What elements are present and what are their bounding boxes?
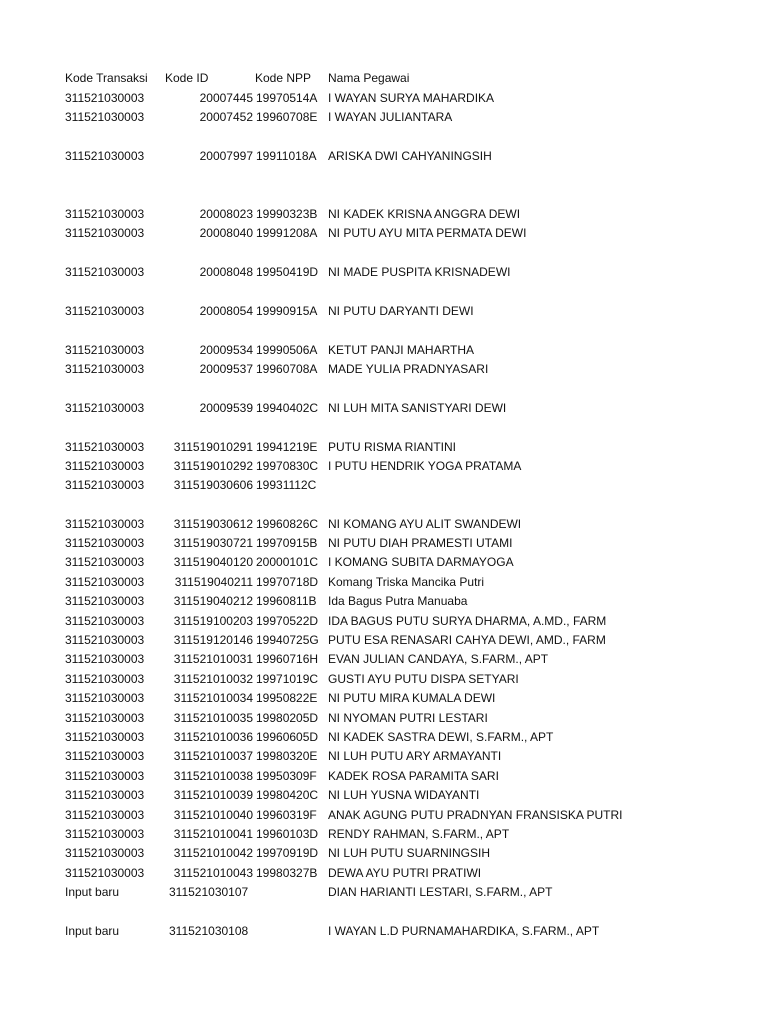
- kode-transaksi-cell: 311521030003: [65, 691, 145, 705]
- kode-transaksi-cell: 311521030003: [65, 846, 145, 860]
- nama-pegawai-cell: GUSTI AYU PUTU DISPA SETYARI: [328, 672, 519, 686]
- table-row: [0, 670, 768, 689]
- table-row: [0, 553, 768, 572]
- header-row: [0, 69, 768, 88]
- kode-transaksi-cell: 311521030003: [65, 207, 145, 221]
- header-kode-id: Kode ID: [165, 71, 209, 85]
- kode-npp-cell: 19971019C: [256, 672, 319, 686]
- nama-pegawai-cell: NI LUH MITA SANISTYARI DEWI: [328, 401, 507, 415]
- nama-pegawai-cell: NI PUTU DIAH PRAMESTI UTAMI: [328, 536, 513, 550]
- table-row: [0, 650, 768, 669]
- kode-id-cell: 311521010035: [173, 711, 253, 725]
- kode-npp-cell: 19960605D: [256, 730, 319, 744]
- table-row: [0, 806, 768, 825]
- nama-pegawai-cell: PUTU ESA RENASARI CAHYA DEWI, AMD., FARM: [328, 633, 606, 647]
- header-nama-pegawai: Nama Pegawai: [328, 71, 410, 85]
- kode-id-cell: 311519030612: [173, 517, 253, 531]
- table-row: [0, 224, 768, 243]
- kode-id-cell: 20007452: [199, 110, 253, 124]
- kode-npp-cell: 19950309F: [256, 769, 317, 783]
- kode-npp-cell: 19980205D: [256, 711, 319, 725]
- kode-id-cell: 20009537: [199, 362, 253, 376]
- kode-id-cell: 20007997: [199, 149, 253, 163]
- kode-transaksi-cell: 311521030003: [65, 110, 145, 124]
- kode-npp-cell: 19950419D: [256, 265, 319, 279]
- nama-pegawai-cell: Komang Triska Mancika Putri: [328, 575, 485, 589]
- table-row: [0, 205, 768, 224]
- nama-pegawai-cell: I KOMANG SUBITA DARMAYOGA: [328, 555, 514, 569]
- table-row: [0, 476, 768, 495]
- nama-pegawai-cell: DEWA AYU PUTRI PRATIWI: [328, 866, 482, 880]
- kode-id-cell: 311521010036: [173, 730, 253, 744]
- table-row: [0, 515, 768, 534]
- kode-npp-cell: 19980320E: [256, 749, 318, 763]
- nama-pegawai-cell: NI LUH PUTU SUARNINGSIH: [328, 846, 491, 860]
- kode-id-cell: 311521010040: [173, 808, 253, 822]
- kode-transaksi-cell: 311521030003: [65, 769, 145, 783]
- kode-transaksi-cell: 311521030003: [65, 614, 145, 628]
- kode-npp-cell: 19980420C: [256, 788, 319, 802]
- kode-transaksi-cell: 311521030003: [65, 149, 145, 163]
- nama-pegawai-cell: IDA BAGUS PUTU SURYA DHARMA, A.MD., FARM: [328, 614, 607, 628]
- kode-transaksi-cell: 311521030003: [65, 440, 145, 454]
- nama-pegawai-cell: I WAYAN L.D PURNAMAHARDIKA, S.FARM., APT: [328, 924, 600, 938]
- kode-id-cell: 311519010292: [173, 459, 253, 473]
- kode-id-cell: 20008054: [199, 304, 253, 318]
- kode-transaksi-cell: 311521030003: [65, 401, 145, 415]
- kode-npp-cell: 19970514A: [256, 91, 318, 105]
- kode-id-cell: 311519040120: [173, 555, 253, 569]
- nama-pegawai-cell: NI NYOMAN PUTRI LESTARI: [328, 711, 488, 725]
- header-kode-transaksi: Kode Transaksi: [65, 71, 148, 85]
- kode-transaksi-cell: 311521030003: [65, 808, 145, 822]
- kode-npp-cell: 19970522D: [256, 614, 319, 628]
- table-row: [0, 786, 768, 805]
- table-row: [0, 728, 768, 747]
- header-kode-npp: Kode NPP: [255, 71, 312, 85]
- kode-npp-cell: 19940725G: [256, 633, 319, 647]
- nama-pegawai-cell: I PUTU HENDRIK YOGA PRATAMA: [328, 459, 522, 473]
- table-row: [0, 147, 768, 166]
- kode-npp-cell: 19970718D: [256, 575, 319, 589]
- kode-id-cell: 20008023: [199, 207, 253, 221]
- kode-transaksi-cell: 311521030003: [65, 749, 145, 763]
- kode-transaksi-cell: 311521030003: [65, 478, 145, 492]
- nama-pegawai-cell: NI LUH YUSNA WIDAYANTI: [328, 788, 480, 802]
- nama-pegawai-cell: NI PUTU AYU MITA PERMATA DEWI: [328, 226, 527, 240]
- table-row: [0, 573, 768, 592]
- table-row: [0, 612, 768, 631]
- kode-transaksi-cell: Input baru: [65, 885, 120, 899]
- nama-pegawai-cell: NI MADE PUSPITA KRISNADEWI: [328, 265, 511, 279]
- kode-transaksi-cell: 311521030003: [65, 91, 145, 105]
- kode-npp-cell: 19970915B: [256, 536, 318, 550]
- table-row: [0, 534, 768, 553]
- kode-id-cell: 311519120146: [173, 633, 253, 647]
- table-row: [0, 747, 768, 766]
- kode-npp-cell: 19931112C: [256, 478, 317, 492]
- kode-transaksi-cell: 311521030003: [65, 788, 145, 802]
- kode-npp-cell: 19990915A: [256, 304, 318, 318]
- kode-id-cell: 311521030107: [169, 885, 249, 899]
- kode-id-cell: 311519010291: [173, 440, 253, 454]
- kode-npp-cell: 19960826C: [256, 517, 319, 531]
- kode-id-cell: 311521010042: [173, 846, 253, 860]
- kode-id-cell: 311519040211: [174, 575, 253, 589]
- kode-npp-cell: 19970830C: [256, 459, 319, 473]
- kode-npp-cell: 19960716H: [256, 652, 319, 666]
- nama-pegawai-cell: KADEK ROSA PARAMITA SARI: [328, 769, 499, 783]
- kode-id-cell: 20008040: [199, 226, 253, 240]
- table-row: [0, 825, 768, 844]
- kode-transaksi-cell: 311521030003: [65, 459, 145, 473]
- kode-transaksi-cell: 311521030003: [65, 555, 145, 569]
- nama-pegawai-cell: NI KADEK SASTRA DEWI, S.FARM., APT: [328, 730, 554, 744]
- table-row: [0, 844, 768, 863]
- kode-transaksi-cell: 311521030003: [65, 711, 145, 725]
- kode-id-cell: 311519040212: [173, 594, 253, 608]
- table-row: [0, 399, 768, 418]
- kode-id-cell: 20009539: [199, 401, 253, 415]
- kode-id-cell: 311519100203: [173, 614, 253, 628]
- table-row: [0, 457, 768, 476]
- table-row: [0, 438, 768, 457]
- nama-pegawai-cell: I WAYAN SURYA MAHARDIKA: [328, 91, 495, 105]
- table-row: [0, 263, 768, 282]
- kode-transaksi-cell: 311521030003: [65, 827, 145, 841]
- table-row: [0, 631, 768, 650]
- kode-id-cell: 311521010031: [173, 652, 253, 666]
- nama-pegawai-cell: Ida Bagus Putra Manuaba: [328, 594, 468, 608]
- nama-pegawai-cell: I WAYAN JULIANTARA: [328, 110, 453, 124]
- table-row: [0, 89, 768, 108]
- nama-pegawai-cell: RENDY RAHMAN, S.FARM., APT: [328, 827, 510, 841]
- kode-id-cell: 311521010039: [173, 788, 253, 802]
- kode-id-cell: 311521010034: [173, 691, 253, 705]
- nama-pegawai-cell: ARISKA DWI CAHYANINGSIH: [328, 149, 492, 163]
- nama-pegawai-cell: NI PUTU MIRA KUMALA DEWI: [328, 691, 496, 705]
- kode-npp-cell: 20000101C: [256, 555, 319, 569]
- kode-id-cell: 20007445: [199, 91, 253, 105]
- kode-transaksi-cell: 311521030003: [65, 304, 145, 318]
- kode-transaksi-cell: 311521030003: [65, 730, 145, 744]
- table-row: [0, 883, 768, 902]
- kode-transaksi-cell: 311521030003: [65, 517, 145, 531]
- kode-npp-cell: 19911018A: [256, 149, 317, 163]
- kode-npp-cell: 19960708E: [256, 110, 318, 124]
- table-row: [0, 108, 768, 127]
- kode-transaksi-cell: 311521030003: [65, 536, 145, 550]
- table-row: [0, 592, 768, 611]
- kode-id-cell: 311521030108: [169, 924, 249, 938]
- nama-pegawai-cell: DIAN HARIANTI LESTARI, S.FARM., APT: [328, 885, 553, 899]
- nama-pegawai-cell: NI KOMANG AYU ALIT SWANDEWI: [328, 517, 522, 531]
- nama-pegawai-cell: MADE YULIA PRADNYASARI: [328, 362, 489, 376]
- kode-id-cell: 311521010043: [173, 866, 253, 880]
- kode-id-cell: 311521010037: [173, 749, 253, 763]
- kode-transaksi-cell: 311521030003: [65, 594, 145, 608]
- kode-transaksi-cell: 311521030003: [65, 343, 145, 357]
- nama-pegawai-cell: NI LUH PUTU ARY ARMAYANTI: [328, 749, 502, 763]
- kode-npp-cell: 19980327B: [256, 866, 318, 880]
- kode-npp-cell: 19960319F: [256, 808, 317, 822]
- kode-npp-cell: 19960103D: [256, 827, 319, 841]
- table-row: [0, 360, 768, 379]
- nama-pegawai-cell: EVAN JULIAN CANDAYA, S.FARM., APT: [328, 652, 549, 666]
- nama-pegawai-cell: ANAK AGUNG PUTU PRADNYAN FRANSISKA PUTRI: [328, 808, 623, 822]
- kode-transaksi-cell: 311521030003: [65, 672, 145, 686]
- kode-npp-cell: 19960708A: [256, 362, 318, 376]
- kode-npp-cell: 19970919D: [256, 846, 319, 860]
- nama-pegawai-cell: NI KADEK KRISNA ANGGRA DEWI: [328, 207, 521, 221]
- kode-transaksi-cell: 311521030003: [65, 866, 145, 880]
- kode-transaksi-cell: 311521030003: [65, 652, 145, 666]
- table-row: [0, 709, 768, 728]
- kode-id-cell: 311521010041: [173, 827, 253, 841]
- nama-pegawai-cell: KETUT PANJI MAHARTHA: [328, 343, 475, 357]
- kode-npp-cell: 19990323B: [256, 207, 318, 221]
- table-row: [0, 767, 768, 786]
- table-row: [0, 341, 768, 360]
- kode-transaksi-cell: 311521030003: [65, 633, 145, 647]
- table-row: [0, 302, 768, 321]
- kode-npp-cell: 19940402C: [256, 401, 319, 415]
- nama-pegawai-cell: PUTU RISMA RIANTINI: [328, 440, 457, 454]
- table-row: [0, 864, 768, 883]
- kode-npp-cell: 19991208A: [256, 226, 318, 240]
- kode-transaksi-cell: 311521030003: [65, 265, 145, 279]
- kode-npp-cell: 19950822E: [256, 691, 318, 705]
- table-row: [0, 689, 768, 708]
- table-row: [0, 922, 768, 941]
- kode-npp-cell: 19960811B: [256, 594, 317, 608]
- kode-id-cell: 311519030606: [173, 478, 253, 492]
- kode-id-cell: 20008048: [199, 265, 253, 279]
- kode-id-cell: 311521010032: [173, 672, 253, 686]
- kode-transaksi-cell: 311521030003: [65, 362, 145, 376]
- kode-id-cell: 311521010038: [173, 769, 253, 783]
- nama-pegawai-cell: NI PUTU DARYANTI DEWI: [328, 304, 474, 318]
- kode-transaksi-cell: 311521030003: [65, 226, 145, 240]
- kode-transaksi-cell: 311521030003: [65, 575, 145, 589]
- kode-id-cell: 20009534: [199, 343, 253, 357]
- kode-npp-cell: 19990506A: [256, 343, 318, 357]
- kode-transaksi-cell: Input baru: [65, 924, 120, 938]
- kode-npp-cell: 19941219E: [256, 440, 318, 454]
- kode-id-cell: 311519030721: [173, 536, 253, 550]
